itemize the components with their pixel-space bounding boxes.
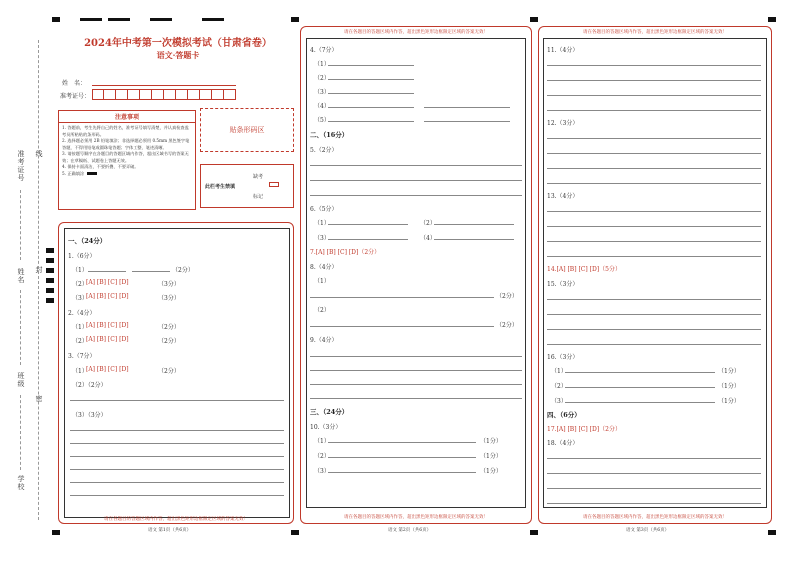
q1: 1.（6分） (68, 253, 96, 260)
name-label: 姓 名： (62, 80, 87, 87)
reg-mark (768, 530, 776, 535)
q1-3-score: （3分） (158, 295, 180, 302)
reg-mark (46, 248, 54, 253)
answer-line[interactable] (547, 329, 761, 330)
reg-mark (291, 530, 299, 535)
q3-1: （1） (72, 368, 88, 375)
q16-3: （3） (551, 398, 567, 405)
q3-2: （2）（2分） (72, 382, 107, 389)
q6-3-blank[interactable] (328, 239, 408, 240)
q13: 13.（4分） (547, 193, 579, 200)
q4-2-blank[interactable] (328, 79, 414, 80)
q8-1-score: （2分） (496, 293, 518, 300)
reg-mark (46, 268, 54, 273)
q5: 5.（2分） (310, 147, 338, 154)
q1-2: （2） (72, 281, 88, 288)
side-rule (20, 290, 21, 365)
q6-4-blank[interactable] (434, 239, 514, 240)
answer-line[interactable] (547, 344, 761, 345)
q16-1: （1） (551, 368, 567, 375)
q1-1-blank2[interactable] (132, 271, 170, 272)
side-name: 姓名 (17, 268, 25, 284)
q10-1-score: （1分） (480, 438, 502, 445)
answer-line[interactable] (547, 226, 761, 227)
answer-line[interactable] (547, 488, 761, 489)
q3-3: （3）（3分） (72, 412, 107, 419)
side-school: 学校 (17, 475, 25, 491)
q16-2-score: （1分） (718, 383, 740, 390)
q1-2-score: （3分） (158, 281, 180, 288)
q10: 10.（3分） (310, 424, 342, 431)
q10-1: （1） (314, 438, 330, 445)
q2-1-score: （2分） (158, 324, 180, 331)
warning-text: 请在各题目的答题区域内作答，超出黑色矩形边框限定区域的答案无效！ (583, 515, 727, 520)
q1-1-blank1[interactable] (88, 271, 126, 272)
q4-4: （4） (314, 103, 330, 110)
warning-text: 请在各题目的答题区域内作答，超出黑色矩形边框限定区域的答案无效！ (344, 30, 488, 35)
barcode-area (200, 108, 294, 152)
q4-1-blank[interactable] (328, 65, 414, 66)
q4-1: （1） (314, 61, 330, 68)
notice-item: 1. 答题前，考生先将自己的姓名，准考证号填写清楚，并认真检查监考员所粘贴的条形码。 (62, 125, 189, 137)
answer-line[interactable] (70, 482, 284, 483)
q4-4-blank2[interactable] (424, 107, 510, 108)
q2-1-choices[interactable]: [A] [B] [C] [D] (86, 322, 129, 329)
q14-choices[interactable]: 14.[A] [B] [C] [D]（5分） (547, 266, 621, 273)
absent-box (200, 164, 294, 208)
notice-item: 2. 选择题必须用 2B 铅笔填涂；非选择题必须用 0.5mm 黑色签字笔答题，不得用铅笔或圆珠笔答题；字体工整、笔迹清晰。 (62, 138, 190, 150)
reg-mark (150, 18, 172, 21)
reg-mark (52, 17, 60, 22)
answer-line[interactable] (310, 384, 522, 385)
absent-label: 此栏考生禁填 (205, 184, 236, 190)
q6-2-blank[interactable] (434, 224, 514, 225)
q4-5-blank1[interactable] (328, 121, 414, 122)
answer-line[interactable] (547, 110, 761, 111)
q16-1-blank[interactable] (565, 372, 715, 373)
answer-line[interactable] (70, 469, 284, 470)
q2: 2.（4分） (68, 310, 96, 317)
reg-mark (46, 278, 54, 283)
q1-1: （1） (72, 267, 88, 274)
answer-line[interactable] (70, 400, 284, 401)
ticket-label: 准考证号： (60, 93, 91, 100)
sec1-title: 一、（24分） (68, 237, 107, 245)
q10-3-blank[interactable] (328, 472, 476, 473)
notice-box (58, 110, 196, 210)
q15: 15.（3分） (547, 281, 579, 288)
q4-4-blank1[interactable] (328, 107, 414, 108)
answer-line[interactable] (547, 299, 761, 300)
answer-line[interactable] (547, 80, 761, 81)
q1-3: （3） (72, 295, 88, 302)
reg-mark (52, 530, 60, 535)
page-number-1: 语文 第1页（共6页） (148, 528, 192, 533)
barcode-label: 贴条形码区 (229, 126, 265, 134)
sec4-title: 四、（6分） (547, 411, 581, 419)
warning-text: 请在各题目的答题区域内作答，超出黑色矩形边框限定区域的答案无效！ (583, 30, 727, 35)
q16-2-blank[interactable] (565, 387, 715, 388)
answer-line[interactable] (70, 495, 284, 496)
q6-3: （3） (314, 235, 330, 242)
reg-mark (530, 530, 538, 535)
sec3-title: 三、（24分） (310, 408, 349, 416)
page-title: 2024年中考第一次模拟考试（甘肃省卷） (84, 38, 272, 49)
reg-mark (768, 17, 776, 22)
answer-line[interactable] (547, 183, 761, 184)
answer-line[interactable] (547, 458, 761, 459)
answer-line[interactable] (547, 503, 761, 504)
q11: 11.（4分） (547, 47, 579, 54)
q3-1-score: （2分） (158, 368, 180, 375)
q10-2-blank[interactable] (328, 457, 476, 458)
page-number-2: 语文 第2页（共6页） (388, 528, 432, 533)
q8-2: （2） (314, 307, 330, 314)
answer-line[interactable] (310, 165, 522, 166)
q9: 9.（4分） (310, 337, 338, 344)
answer-line[interactable] (547, 473, 761, 474)
answer-line[interactable] (310, 195, 522, 196)
notice-item: 3. 请按题号顺序在各题目的答题区域内作答，超出区域书写的答案无效；在草稿纸、试题卷上答题无效。 (62, 151, 189, 163)
q4-5-blank2[interactable] (424, 121, 510, 122)
answer-line[interactable] (310, 326, 494, 327)
q16: 16.（3分） (547, 354, 579, 361)
reg-mark (202, 18, 224, 21)
side-class: 班级 (17, 372, 25, 388)
answer-line[interactable] (547, 256, 761, 257)
absent-checkbox[interactable] (269, 182, 279, 187)
reg-mark (530, 17, 538, 22)
q1-3-choices[interactable]: [A] [B] [C] [D] (86, 293, 129, 300)
q1-1-score: （2分） (172, 267, 194, 274)
q10-2: （2） (314, 453, 330, 460)
q7-choices[interactable]: 7.[A] [B] [C] [D]（2分） (310, 249, 381, 256)
answer-line[interactable] (310, 356, 522, 357)
side-dense: 密 (35, 395, 43, 403)
answer-line[interactable] (547, 153, 761, 154)
answer-line[interactable] (310, 180, 522, 181)
answer-line[interactable] (547, 168, 761, 169)
q3: 3.（7分） (68, 353, 96, 360)
reg-mark (108, 18, 130, 21)
answer-line[interactable] (310, 398, 522, 399)
q3-1-choices[interactable]: [A] [B] [C] [D] (86, 366, 129, 373)
name-field[interactable] (92, 85, 236, 86)
q8-2-score: （2分） (496, 322, 518, 329)
q2-2-choices[interactable]: [A] [B] [C] [D] (86, 336, 129, 343)
side-line: 线 (35, 150, 43, 158)
side-rule (20, 395, 21, 470)
answer-line[interactable] (547, 65, 761, 66)
fill-sample-icon (87, 172, 97, 175)
q18: 18.（4分） (547, 440, 579, 447)
side-seal: 封 (35, 266, 43, 274)
q6-1: （1） (314, 220, 330, 227)
q4-3-blank[interactable] (328, 93, 414, 94)
warning-text: 请在各题目的答题区域内作答，超出黑色矩形边框限定区域的答案无效！ (104, 517, 248, 522)
answer-line[interactable] (547, 211, 761, 212)
q16-1-score: （1分） (718, 368, 740, 375)
page-number-3: 语文 第3页（共6页） (626, 528, 670, 533)
q17-choices[interactable]: 17.[A] [B] [C] [D]（2分） (547, 426, 621, 433)
answer-line[interactable] (547, 314, 761, 315)
q8: 8.（4分） (310, 264, 338, 271)
q8-1: （1） (314, 278, 330, 285)
absent-mark1: 缺考 (253, 174, 264, 180)
notice-title: 注意事项 (59, 111, 195, 123)
q16-3-score: （1分） (718, 398, 740, 405)
q2-2: （2） (72, 338, 88, 345)
q6-1-blank[interactable] (328, 224, 408, 225)
answer-line[interactable] (547, 95, 761, 96)
q10-3-score: （1分） (480, 468, 502, 475)
q10-3: （3） (314, 468, 330, 475)
q16-2: （2） (551, 383, 567, 390)
q10-2-score: （1分） (480, 453, 502, 460)
notice-item: 4. 保持卡面清洁，不要折叠、不要弄破。 (62, 164, 139, 169)
reg-mark (291, 17, 299, 22)
ticket-boxes[interactable] (92, 89, 236, 100)
answer-line[interactable] (547, 241, 761, 242)
answer-line[interactable] (70, 456, 284, 457)
warning-text: 请在各题目的答题区域内作答，超出黑色矩形边框限定区域的答案无效！ (344, 515, 488, 520)
q4-2: （2） (314, 75, 330, 82)
answer-line[interactable] (547, 138, 761, 139)
q12: 12.（3分） (547, 120, 579, 127)
notice-item: 5. 正确填涂 (62, 170, 85, 176)
q4-5: （5） (314, 117, 330, 124)
q10-1-blank[interactable] (328, 442, 476, 443)
answer-line[interactable] (70, 430, 284, 431)
q2-1: （1） (72, 324, 88, 331)
answer-line[interactable] (70, 443, 284, 444)
side-rule (20, 190, 21, 260)
q6: 6.（5分） (310, 206, 338, 213)
q16-3-blank[interactable] (565, 402, 715, 403)
answer-line[interactable] (310, 297, 494, 298)
q2-2-score: （2分） (158, 338, 180, 345)
q4: 4.（7分） (310, 47, 338, 54)
q4-3: （3） (314, 89, 330, 96)
binding-line (38, 40, 39, 520)
q6-2: （2） (420, 220, 436, 227)
answer-line[interactable] (310, 370, 522, 371)
sec2-title: 二、（16分） (310, 131, 349, 139)
page-subtitle: 语文·答题卡 (156, 50, 200, 60)
q6-4: （4） (420, 235, 436, 242)
side-ticket: 准考证号 (17, 150, 25, 182)
q1-2-choices[interactable]: [A] [B] [C] [D] (86, 279, 129, 286)
reg-mark (46, 258, 54, 263)
absent-mark2: 标记 (253, 194, 264, 200)
reg-mark (80, 18, 102, 21)
reg-mark (46, 288, 54, 293)
reg-mark (46, 298, 54, 303)
